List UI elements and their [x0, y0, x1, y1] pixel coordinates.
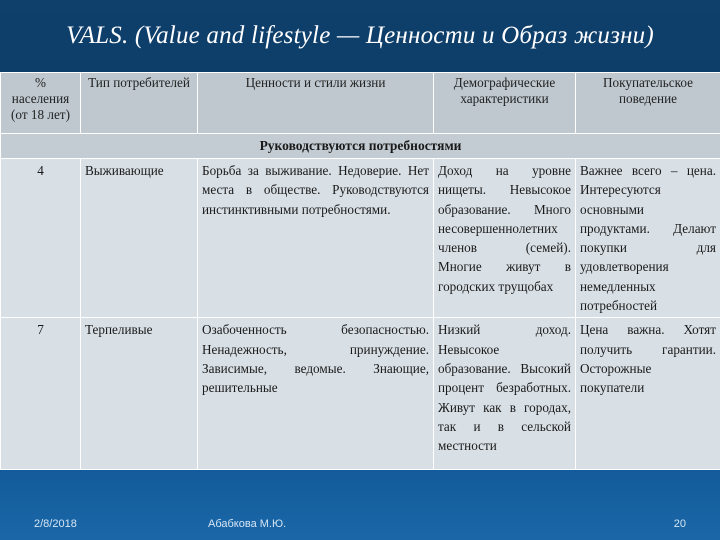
slide-title: VALS. (Value and lifestyle — Ценности и Образ жизни): [66, 22, 654, 49]
cell-percent: 4: [1, 159, 81, 318]
cell-behavior: Важнее всего – цена. Интересуются основными продуктами. Делают покупки для удовлетворения немедленных потребностей: [576, 159, 720, 318]
footer-author: Абабкова М.Ю.: [208, 518, 287, 530]
vals-table: [0, 72, 720, 470]
footer-date: 2/8/2018: [34, 518, 77, 530]
section-row: [1, 134, 720, 159]
cell-percent: 7: [1, 318, 81, 470]
cell-values: Борьба за выживание. Недоверие. Нет места в обществе. Руководствуются инстинктивными потребностями.: [198, 159, 434, 318]
header-type: Тип потребителей: [81, 73, 198, 134]
footer-page-number: 20: [673, 518, 686, 530]
table-row: [1, 159, 720, 318]
header-percent: % населения (от 18 лет): [1, 73, 81, 134]
section-title: Руководствуются потребностями: [1, 134, 720, 159]
cell-behavior: Цена важна. Хотят получить гарантии. Осторожные покупатели: [576, 318, 720, 470]
cell-values: Озабоченность безопасностью. Ненадежность, принуждение. Зависимые, ведомые. Знающие, решительные: [198, 318, 434, 470]
header-behavior: Покупательское поведение: [576, 73, 720, 134]
cell-type: Терпеливые: [81, 318, 198, 470]
cell-type: Выживающие: [81, 159, 198, 318]
header-values: Ценности и стили жизни: [198, 73, 434, 134]
cell-demographics: Низкий доход. Невысокое образование. Высокий процент безработных. Живут как в городах, так и в сельской местности: [434, 318, 576, 470]
table-header-row: [1, 73, 720, 134]
table-row: [1, 318, 720, 470]
header-demographics: Демографические характеристики: [434, 73, 576, 134]
cell-demographics: Доход на уровне нищеты. Невысокое образование. Много несовершеннолетних членов (семей). Многие живут в городских трущобах: [434, 159, 576, 318]
